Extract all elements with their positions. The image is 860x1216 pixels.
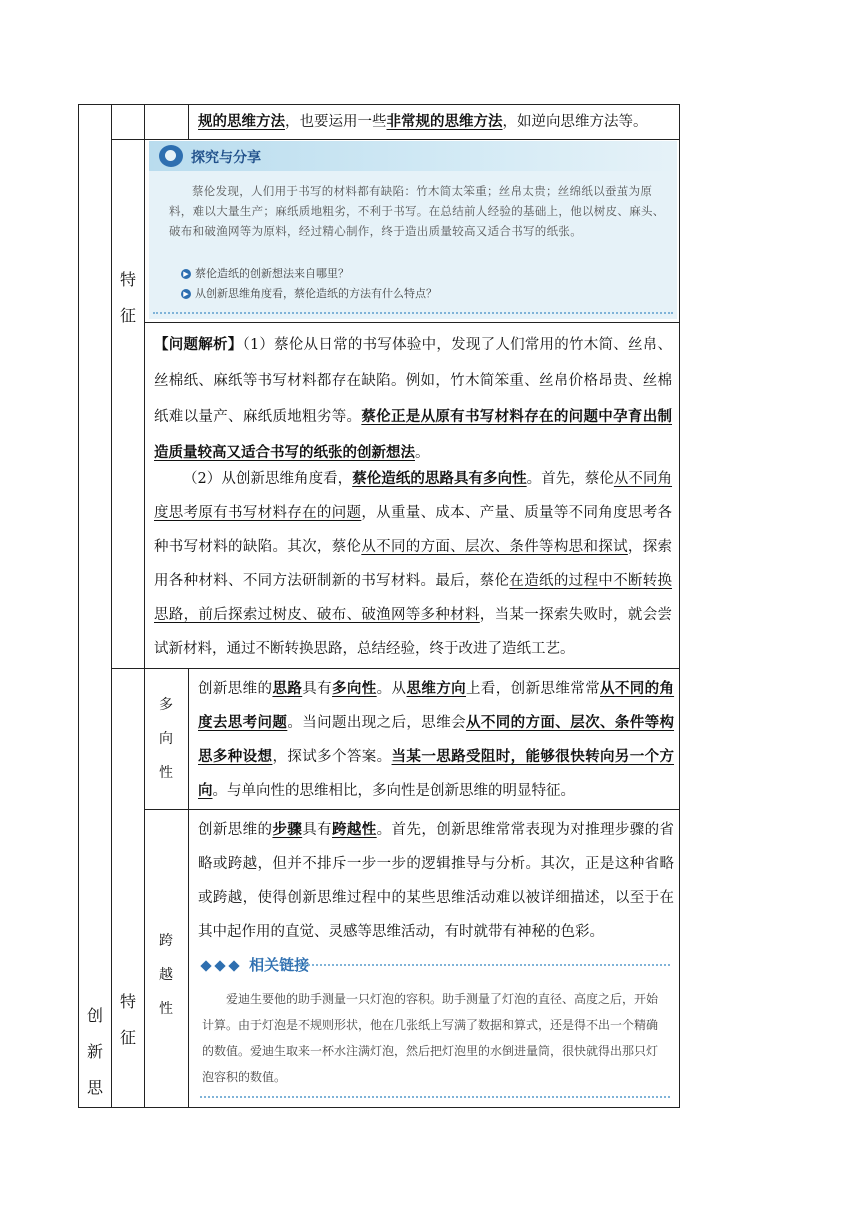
table-top-border: [78, 104, 680, 105]
play-bullet-icon: ▶: [181, 269, 191, 279]
leap-text: 创新思维的步骤具有跨越性。首先，创新思维常常表现为对推理步骤的省略或跨越，但并不排斥一步一步的逻辑推导与分析。其次，正是这种省略或跨越，使得创新思维过程中的某些思维活动难以被详细描述，以至于在其中起作用的直觉、灵感等思维活动，有时就带有神秘的色彩。: [198, 821, 675, 940]
explore-question-1: ▶ 蔡伦造纸的创新想法来自哪里？: [181, 265, 349, 281]
related-link-title: 相关链接: [249, 956, 310, 974]
col-line-3a: [188, 104, 189, 140]
segment-text: ，如逆向思维方法等。: [502, 114, 648, 130]
explore-globe-icon: [159, 145, 183, 167]
explore-title: 探究与分享: [191, 150, 261, 166]
multi-direction-text: 创新思维的思路具有多向性。从思维方向上看，创新思维常常从不同的角度去思考问题。当问题出现之后，思维会从不同的方面、层次、条件等构思多种设想，探试多个答案。当某一思路受阻时，能够很快转向另一个方向。与单向性的思维相比，多向性是创新思维的明显特征。: [198, 680, 675, 799]
col-line-1: [111, 104, 112, 1108]
play-bullet-icon: ▶: [181, 289, 191, 299]
explore-dotted-rule: [153, 312, 673, 314]
explore-body-text: 蔡伦发现，人们用于书写的材料都有缺陷：竹木简太笨重；丝帛太贵；丝绵纸以蚕茧为原料，难以大量生产；麻纸质地粗劣，不利于书写。在总结前人经验的基础上，他以树皮、麻头、破布和破渔网等为原料，经过精心制作，终于造出质量较高又适合书写的纸张。: [169, 184, 665, 238]
analysis-paragraph-2: （2）从创新思维角度看，蔡伦造纸的思路具有多向性。首先，蔡伦从不同角度思考原有书写材料存在的问题，从重量、成本、产量、质量等不同角度思考各种书写材料的缺陷。其次，蔡伦从不同的方面、层次、条件等构思和探试，探索用各种材料、不同方法研制新的书写材料。最后，蔡伦在造纸的过程中不断转换思路，前后探索过树皮、破布、破渔网等多种材料，当某一探索失败时，就会尝试新材料，通过不断转换思路，总结经验，终于改进了造纸工艺。: [154, 470, 673, 657]
link-title-dotted-rule: [300, 964, 670, 966]
top-row-text: [198, 107, 674, 137]
row-divider-1: [111, 139, 680, 140]
diamond-icon: [228, 960, 239, 971]
segment-unconventional-method: 非常规的思维方法: [386, 113, 503, 130]
label-multi-direction: 多 向 性: [159, 697, 173, 781]
analysis-key-point: 蔡伦正是从原有书写材料存在的问题中孕育出制造质量较高又适合书写的纸张的创新想法: [154, 408, 673, 461]
col-line-3b: [188, 668, 189, 1108]
row-divider-3: [111, 668, 680, 669]
outer-label-innovative-thinking: 创 新 思: [86, 1006, 103, 1097]
diamond-icon: [200, 960, 211, 971]
feature-label-1: 特 征: [119, 270, 136, 325]
row-divider-2: [144, 322, 680, 323]
col-line-4: [679, 104, 680, 1108]
link-bottom-dotted-rule: [200, 1096, 670, 1098]
segment-text: ，也要运用一些: [285, 114, 387, 130]
analysis-paragraph-1: 【问题解析】（1）蔡伦从日常的书写体验中，发现了人们常用的竹木简、丝帛、丝棉纸、麻纸等书写材料都存在缺陷。例如，竹木简笨重、丝帛价格昂贵、丝棉纸难以量产、麻纸质地粗劣等。蔡伦正是从原有书写材料存在的问题中孕育出制造质量较高又适合书写的纸张的创新想法。: [154, 336, 673, 461]
related-link-box: [196, 948, 674, 1102]
explore-question-2: ▶ 从创新思维角度看，蔡伦造纸的方法有什么特点？: [181, 285, 437, 301]
col-line-0: [78, 104, 79, 1108]
explore-share-box: [149, 141, 677, 319]
table-bottom-border: [78, 1107, 680, 1108]
row-divider-4: [144, 809, 680, 810]
related-link-body: 爱迪生要他的助手测量一只灯泡的容积。助手测量了灯泡的直径、高度之后，开始计算。由于灯泡是不规则形状，他在几张纸上写满了数据和算式，还是得不出一个精确的数值。爱迪生取来一杯水注满灯泡，然后把灯泡里的水倒进量筒，很快就得出那只灯泡容积的数值。: [202, 992, 659, 1084]
label-leap: 跨 越 性: [159, 933, 173, 1017]
analysis-heading: 【问题解析】: [154, 336, 243, 353]
feature-label-2: 特 征: [119, 992, 136, 1047]
segment-conventional-method: 规的思维方法: [198, 113, 285, 130]
related-link-header: [202, 954, 309, 975]
diamond-icon: [214, 960, 225, 971]
